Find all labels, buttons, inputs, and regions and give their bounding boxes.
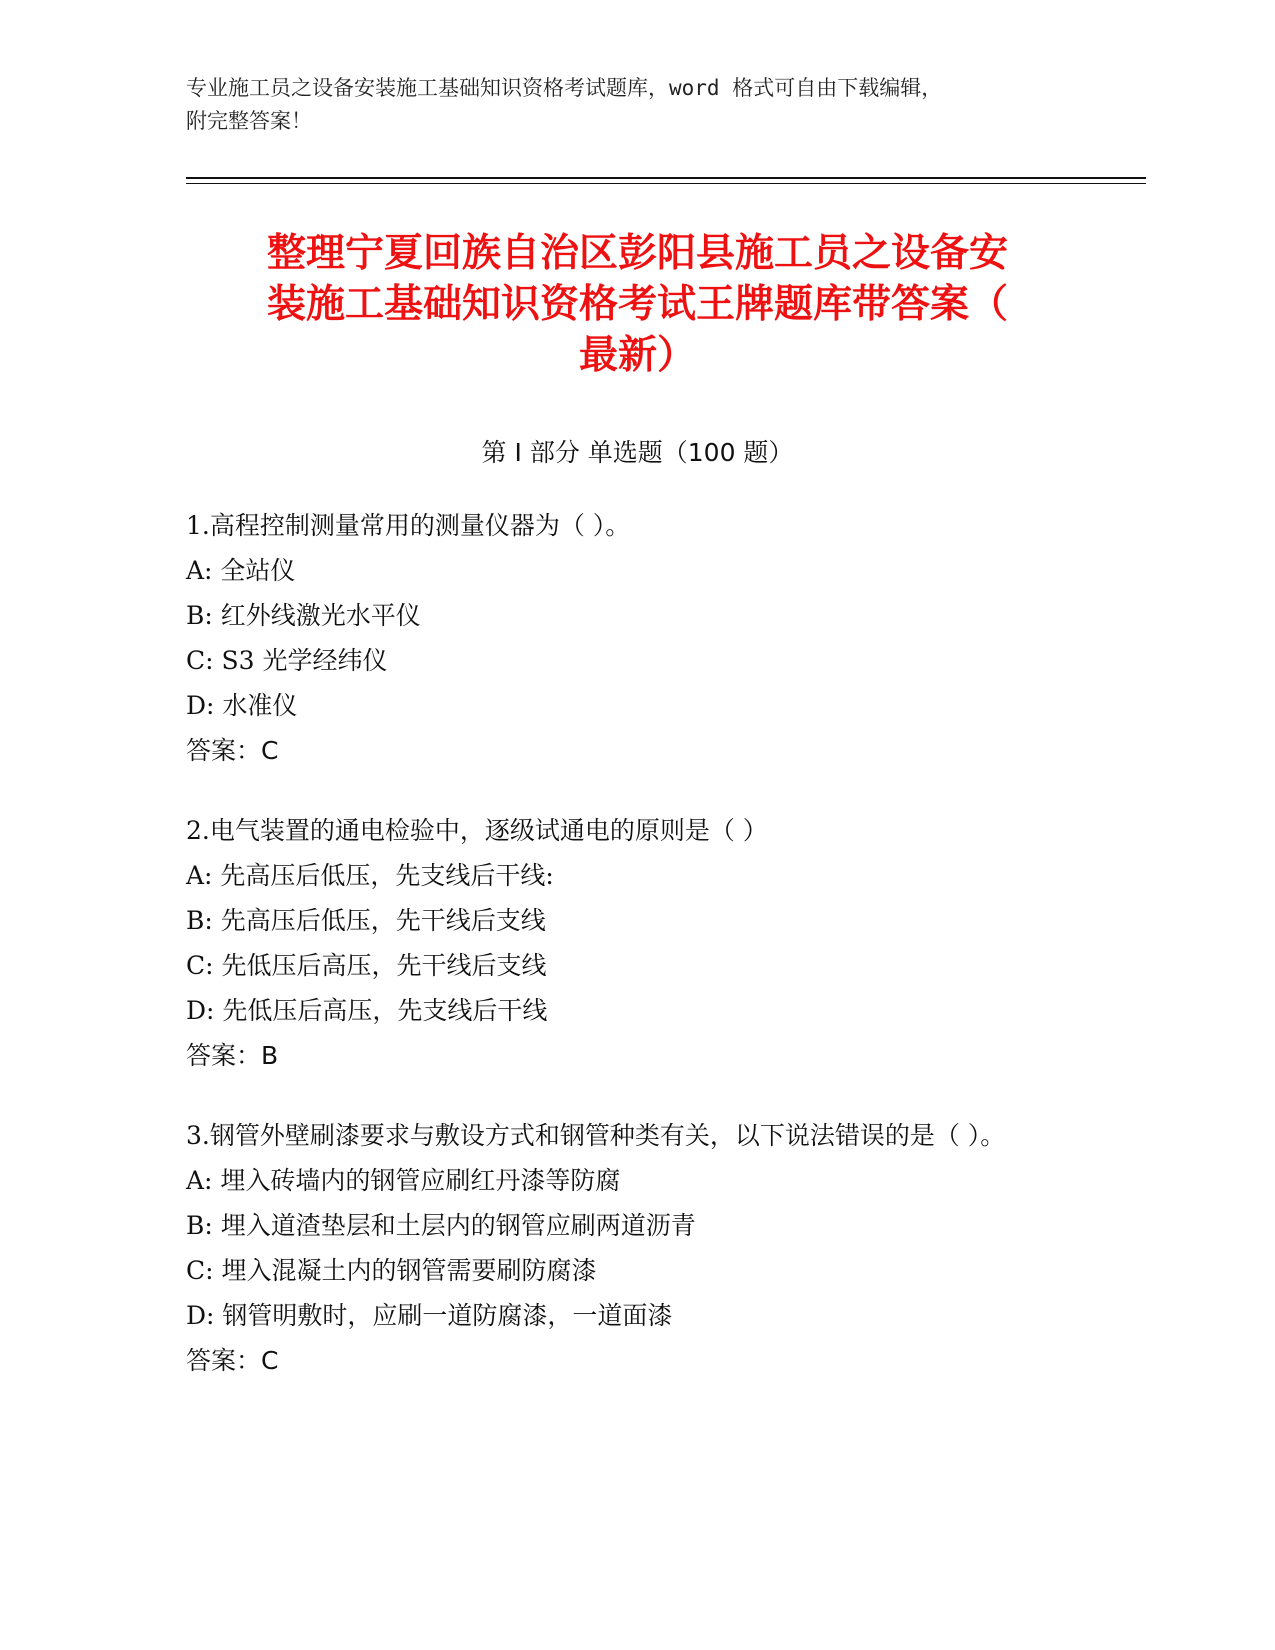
option-d: D: 水准仪 (186, 691, 298, 720)
answer-label: 答案：C (186, 1346, 279, 1375)
document-title-line-1: 整理宁夏回族自治区彭阳县施工员之设备安 (266, 231, 1008, 276)
option-c: C: 先低压后高压，先干线后支线 (186, 951, 547, 980)
question-1 (186, 503, 1086, 773)
section-heading: 第 I 部分 单选题（100 题） (481, 438, 794, 467)
question-3 (186, 1113, 1086, 1383)
question-stem: 2.电气装置的通电检验中，逐级试通电的原则是（ ） (186, 816, 768, 845)
option-d: D: 先低压后高压，先支线后干线 (186, 996, 548, 1025)
question-2 (186, 808, 1086, 1078)
answer-label: 答案：B (186, 1041, 279, 1070)
document-title (150, 228, 1125, 381)
answer-label: 答案：C (186, 736, 279, 765)
question-stem: 3.钢管外壁刷漆要求与敷设方式和钢管种类有关，以下说法错误的是（ ）。 (186, 1121, 1006, 1150)
question-stem: 1.高程控制测量常用的测量仪器为（ ）。 (186, 511, 631, 540)
header-note-line-2: 附完整答案！ (186, 109, 312, 133)
header-divider-thick (186, 177, 1146, 179)
option-a: A: 先高压后低压，先支线后干线: (186, 861, 554, 890)
option-b: B: 先高压后低压，先干线后支线 (186, 906, 546, 935)
header-note-line-1: 专业施工员之设备安装施工基础知识资格考试题库，word 格式可自由下载编辑， (186, 76, 943, 100)
option-a: A: 埋入砖墙内的钢管应刷红丹漆等防腐 (186, 1166, 621, 1195)
header-note (186, 72, 1086, 138)
option-b: B: 红外线激光水平仪 (186, 601, 421, 630)
option-c: C: S3 光学经纬仪 (186, 646, 388, 675)
option-c: C: 埋入混凝土内的钢管需要刷防腐漆 (186, 1256, 597, 1285)
header-divider-thin (186, 183, 1146, 184)
document-title-line-2: 装施工基础知识资格考试王牌题库带答案（ (266, 282, 1008, 327)
document-title-line-3: 最新） (578, 333, 696, 378)
option-b: B: 埋入道渣垫层和土层内的钢管应刷两道沥青 (186, 1211, 696, 1240)
option-d: D: 钢管明敷时，应刷一道防腐漆，一道面漆 (186, 1301, 673, 1330)
option-a: A: 全站仪 (186, 556, 296, 585)
